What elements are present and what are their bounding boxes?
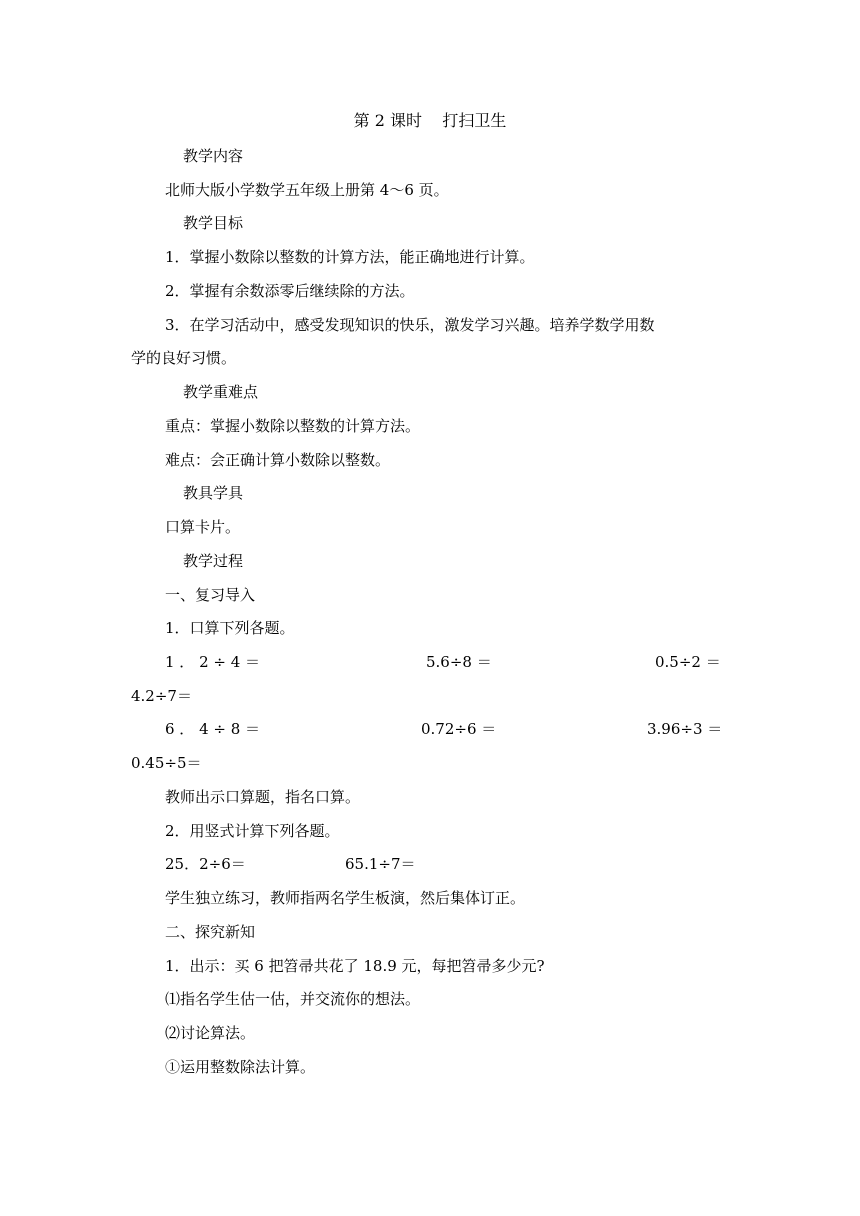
math-problem: 25．2÷6＝ (165, 855, 246, 873)
list-item: 1．出示：买 6 把笤帚共花了 18.9 元，每把笤帚多少元? (165, 957, 545, 975)
math-problem: 3.96÷3 ＝ (647, 720, 723, 738)
math-problem: 1 ． 2 ÷ 4 ＝ (165, 653, 261, 671)
list-item: 1．掌握小数除以整数的计算方法，能正确地进行计算。 (165, 248, 535, 266)
paragraph: 重点：掌握小数除以整数的计算方法。 (165, 417, 421, 435)
list-item: ⑵讨论算法。 (165, 1024, 256, 1042)
subsection-heading: 一、复习导入 (165, 586, 256, 604)
math-problem: 0.5÷2 ＝ (655, 653, 721, 671)
lesson-title: 第 2 课时 打扫卫生 (353, 111, 507, 130)
paragraph: 北师大版小学数学五年级上册第 4～6 页。 (165, 181, 449, 199)
list-item: 2．用竖式计算下列各题。 (165, 822, 340, 840)
math-problem: 5.6÷8 ＝ (426, 653, 492, 671)
paragraph: 口算卡片。 (165, 518, 241, 536)
paragraph: 学生独立练习，教师指两名学生板演，然后集体订正。 (165, 889, 526, 907)
list-item: ⑴指名学生估一估，并交流你的想法。 (165, 990, 421, 1008)
math-problem: 4.2÷7＝ (131, 687, 192, 705)
math-problem: 65.1÷7＝ (345, 855, 416, 873)
list-item: 3．在学习活动中，感受发现知识的快乐，激发学习兴趣。培养学数学用数 (165, 316, 655, 334)
list-item: ①运用整数除法计算。 (165, 1058, 316, 1076)
list-item-continuation: 学的良好习惯。 (131, 349, 237, 367)
section-heading: 教具学具 (183, 484, 244, 502)
paragraph: 难点：会正确计算小数除以整数。 (165, 451, 391, 469)
math-problem: 6 ． 4 ÷ 8 ＝ (165, 720, 261, 738)
math-problem: 0.45÷5＝ (131, 754, 202, 772)
subsection-heading: 二、探究新知 (165, 923, 256, 941)
section-heading: 教学内容 (183, 147, 244, 165)
section-heading: 教学重难点 (183, 383, 259, 401)
list-item: 1．口算下列各题。 (165, 619, 295, 637)
paragraph: 教师出示口算题，指名口算。 (165, 788, 361, 806)
section-heading: 教学过程 (183, 552, 244, 570)
math-problem: 0.72÷6 ＝ (421, 720, 497, 738)
section-heading: 教学目标 (183, 214, 244, 232)
list-item: 2．掌握有余数添零后继续除的方法。 (165, 282, 415, 300)
